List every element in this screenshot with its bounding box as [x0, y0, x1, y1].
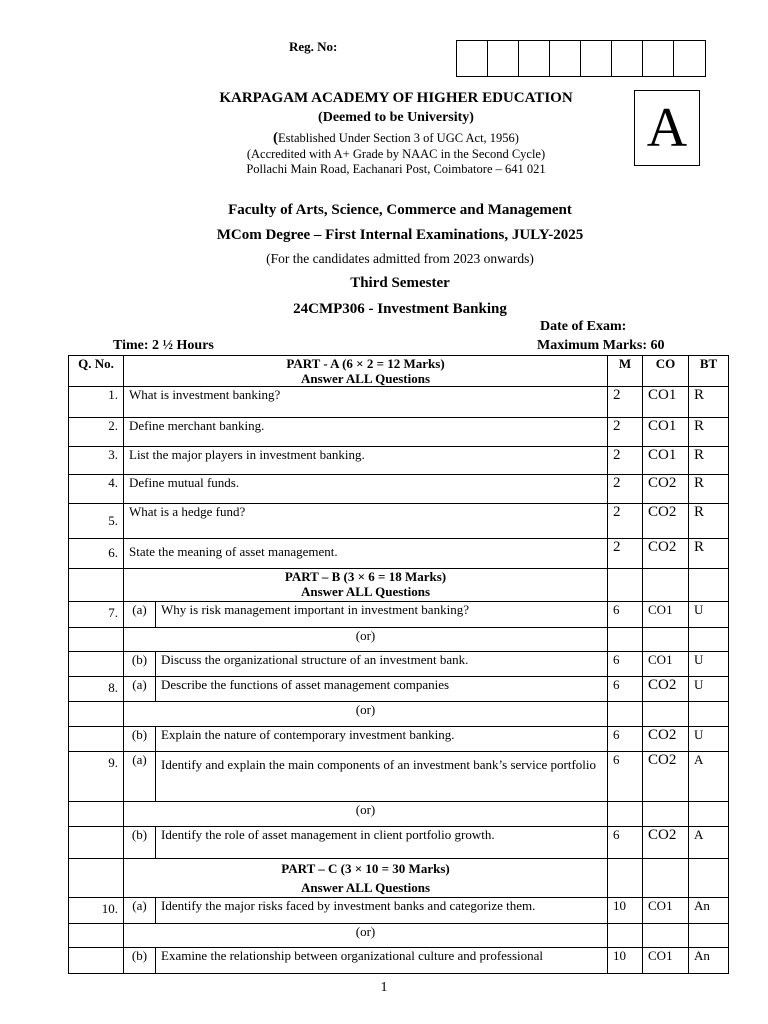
- establishment-info: [230, 131, 562, 178]
- question-bt: R: [689, 475, 729, 504]
- question-co: CO1: [643, 898, 689, 924]
- question-marks: 2: [608, 475, 643, 504]
- question-text: Define merchant banking.: [124, 418, 608, 447]
- question-number: 6.: [69, 539, 124, 569]
- question-text: Why is risk management important in investment banking?: [156, 602, 608, 628]
- question-bt: R: [689, 387, 729, 418]
- question-marks: 2: [608, 447, 643, 475]
- question-text: Examine the relationship between organizational culture and professional: [156, 948, 608, 974]
- table-row: [69, 475, 729, 504]
- question-marks: 6: [608, 727, 643, 752]
- question-text: What is investment banking?: [124, 387, 608, 418]
- faculty-title: Faculty of Arts, Science, Commerce and Management: [228, 202, 572, 218]
- question-number: 4.: [69, 475, 124, 504]
- question-bt: An: [689, 948, 729, 974]
- or-row: [69, 628, 729, 652]
- table-header-row: [69, 356, 729, 387]
- reg-no-digit-box: [457, 41, 488, 76]
- date-of-exam-label: Date of Exam:: [540, 319, 627, 334]
- question-co: CO2: [643, 504, 689, 539]
- section-header-row: [69, 569, 729, 602]
- question-marks: 2: [608, 387, 643, 418]
- part-a-header: [124, 356, 608, 387]
- reg-no-digit-box: [581, 41, 612, 76]
- question-marks: 2: [608, 418, 643, 447]
- exam-duration: Time: 2 ½ Hours: [113, 338, 214, 353]
- question-marks: 6: [608, 752, 643, 802]
- question-marks: 2: [608, 539, 643, 569]
- table-row: [69, 504, 729, 539]
- table-row: [69, 652, 729, 677]
- question-co: CO1: [643, 602, 689, 628]
- question-marks: 6: [608, 677, 643, 702]
- part-a-instruction: Answer ALL Questions: [300, 371, 431, 386]
- reg-no-label: Reg. No:: [289, 39, 338, 54]
- established-text: Established Under Section 3 of UGC Act, 1956): [278, 131, 519, 145]
- qno-header: Q. No.: [69, 356, 124, 387]
- table-row: [69, 447, 729, 475]
- question-bt: U: [689, 602, 729, 628]
- question-table: [68, 355, 729, 974]
- part-b-header: [124, 569, 608, 602]
- part-c-title: PART – C (3 × 10 = 30 Marks): [281, 861, 450, 876]
- question-co: CO2: [643, 539, 689, 569]
- reg-no-digit-box: [519, 41, 550, 76]
- or-row: [69, 702, 729, 727]
- reg-no-digit-box: [612, 41, 643, 76]
- question-marks: 6: [608, 602, 643, 628]
- candidates-note: (For the candidates admitted from 2023 onwards): [266, 251, 534, 266]
- reg-no-boxes: [456, 40, 706, 77]
- table-row: [69, 677, 729, 702]
- question-co: CO1: [643, 418, 689, 447]
- question-text: Identify the major risks faced by investment banks and categorize them.: [156, 898, 608, 924]
- question-number: 1.: [69, 387, 124, 418]
- table-row: [69, 727, 729, 752]
- part-a-title: PART - A (6 × 2 = 12 Marks): [286, 356, 445, 371]
- part-c-header: [124, 859, 608, 898]
- question-bt: R: [689, 418, 729, 447]
- option-label: (b): [124, 948, 156, 974]
- table-row: [69, 827, 729, 859]
- open-paren: (: [273, 130, 279, 146]
- question-number: 8.: [69, 677, 124, 702]
- table-row: [69, 752, 729, 802]
- accreditation-text: (Accredited with A+ Grade by NAAC in the Second Cycle) Pollachi Main Road, Eachanari Post, Coimbatore – 641 021: [246, 146, 546, 176]
- question-bt: U: [689, 727, 729, 752]
- section-header-row: [69, 859, 729, 898]
- or-separator: (or): [124, 702, 608, 727]
- question-number: 7.: [69, 602, 124, 628]
- question-marks: 10: [608, 948, 643, 974]
- question-co: CO1: [643, 948, 689, 974]
- reg-no-digit-box: [488, 41, 519, 76]
- grade-box: A: [634, 90, 700, 166]
- question-bt: R: [689, 539, 729, 569]
- option-label: (a): [124, 898, 156, 924]
- question-co: CO2: [643, 827, 689, 859]
- question-co: CO1: [643, 387, 689, 418]
- question-number: 3.: [69, 447, 124, 475]
- question-bt: R: [689, 504, 729, 539]
- maximum-marks: Maximum Marks: 60: [537, 338, 665, 353]
- question-co: CO1: [643, 652, 689, 677]
- or-separator: (or): [124, 628, 608, 652]
- question-co: CO2: [643, 727, 689, 752]
- part-c-instruction: Answer ALL Questions: [300, 880, 431, 895]
- question-marks: 10: [608, 898, 643, 924]
- question-bt: U: [689, 652, 729, 677]
- question-text: Explain the nature of contemporary investment banking.: [156, 727, 608, 752]
- page-number: 1: [380, 980, 388, 995]
- question-bt: An: [689, 898, 729, 924]
- question-number: 9.: [69, 752, 124, 802]
- table-row: [69, 387, 729, 418]
- university-name: KARPAGAM ACADEMY OF HIGHER EDUCATION: [219, 90, 573, 106]
- course-title: 24CMP306 - Investment Banking: [293, 301, 507, 317]
- question-bt: R: [689, 447, 729, 475]
- reg-no-digit-box: [643, 41, 674, 76]
- option-label: (a): [124, 602, 156, 628]
- marks-header: M: [608, 356, 643, 387]
- question-number: 2.: [69, 418, 124, 447]
- reg-no-digit-box: [674, 41, 705, 76]
- exam-title: MCom Degree – First Internal Examinations, JULY-2025: [216, 227, 584, 243]
- option-label: (a): [124, 752, 156, 802]
- question-number: 10.: [69, 898, 124, 924]
- part-b-title: PART – B (3 × 6 = 18 Marks): [284, 569, 447, 584]
- table-row: [69, 948, 729, 974]
- deemed-status: (Deemed to be University): [318, 110, 474, 125]
- question-marks: 6: [608, 827, 643, 859]
- option-label: (b): [124, 827, 156, 859]
- option-label: (b): [124, 727, 156, 752]
- question-number: 5.: [69, 504, 124, 539]
- question-text: Discuss the organizational structure of an investment bank.: [156, 652, 608, 677]
- co-header: CO: [643, 356, 689, 387]
- question-marks: 6: [608, 652, 643, 677]
- table-row: [69, 602, 729, 628]
- table-row: [69, 539, 729, 569]
- question-text: Define mutual funds.: [124, 475, 608, 504]
- part-b-instruction: Answer ALL Questions: [300, 584, 431, 599]
- question-text: Identify and explain the main components of an investment bank’s service portfolio: [156, 752, 608, 802]
- question-co: CO2: [643, 677, 689, 702]
- or-row: [69, 924, 729, 948]
- question-text: What is a hedge fund?: [124, 504, 608, 539]
- question-marks: 2: [608, 504, 643, 539]
- question-text: Describe the functions of asset management companies: [156, 677, 608, 702]
- question-text: State the meaning of asset management.: [124, 539, 608, 569]
- question-co: CO2: [643, 475, 689, 504]
- question-bt: A: [689, 827, 729, 859]
- question-bt: A: [689, 752, 729, 802]
- bt-header: BT: [689, 356, 729, 387]
- question-bt: U: [689, 677, 729, 702]
- reg-no-digit-box: [550, 41, 581, 76]
- question-text: Identify the role of asset management in client portfolio growth.: [156, 827, 608, 859]
- question-text: List the major players in investment banking.: [124, 447, 608, 475]
- or-separator: (or): [124, 924, 608, 948]
- or-separator: (or): [124, 802, 608, 827]
- option-label: (a): [124, 677, 156, 702]
- or-row: [69, 802, 729, 827]
- question-co: CO2: [643, 752, 689, 802]
- semester-title: Third Semester: [350, 275, 450, 291]
- table-row: [69, 898, 729, 924]
- question-co: CO1: [643, 447, 689, 475]
- option-label: (b): [124, 652, 156, 677]
- table-row: [69, 418, 729, 447]
